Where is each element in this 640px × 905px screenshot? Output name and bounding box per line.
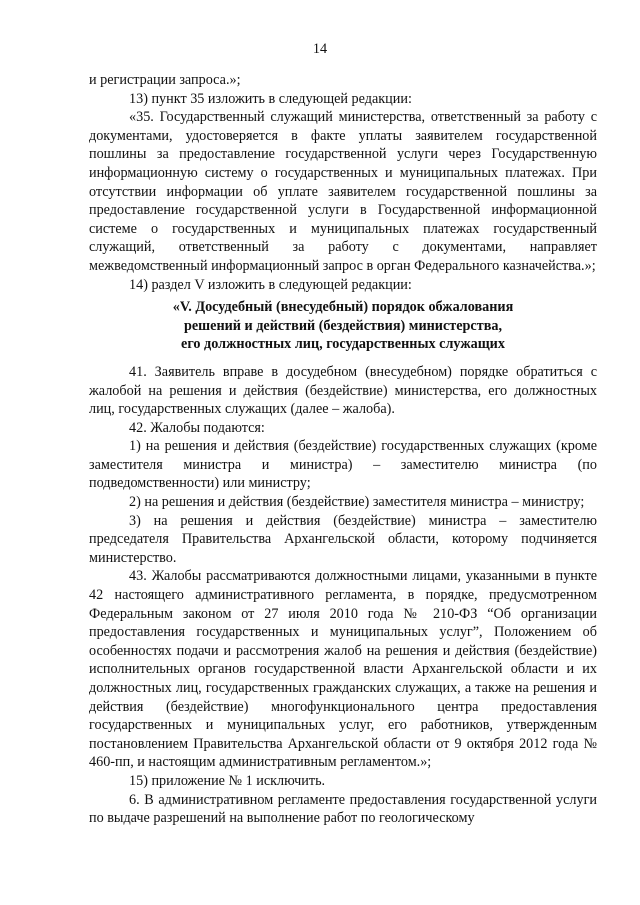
paragraph-subitem-1: 1) на решения и действия (бездействие) государственных служащих (кроме заместителя министра и министра) – заместителю министра (по подведомственности) или министру; [89,438,597,492]
paragraph-continuation: и регистрации запроса.»; [89,72,241,88]
heading-line-2: решений и действий (бездействия) министерства, [183,317,502,334]
paragraph-item-6: 6. В административном регламенте предоставления государственной услуги по выдаче разрешений на выполнение работ по геологическому [89,791,597,827]
heading-line-1: «V. Досудебный (внесудебный) порядок обжалования [172,299,514,316]
paragraph-item-13: 13) пункт 35 изложить в следующей редакции: [129,90,412,107]
paragraph-clause-41: 41. Заявитель вправе в досудебном (внесудебном) порядке обратиться с жалобой на решения и действия (бездействие) министерства, его должностных лиц, государственных служащих (далее – жалоба). [89,363,597,418]
paragraph-clause-35: «35. Государственный служащий министерства, ответственный за работу с документами, удостоверяется в факте уплаты заявителем государственной пошлины за предоставление государственной услуги через Государственную информационную систему о государственных и муниципальных платежах. При отсутствии информации об уплате заявителем государственной пошлины за предоставление государственной услуги в Государственной информационной системе о государственных и муниципальных платежах государственный служащий, ответственный за работу с документами, направляет межведомственный информационный запрос в орган Федерального казначейства.»; [89,109,597,274]
paragraph-item-15: 15) приложение № 1 исключить. [129,772,326,789]
section-heading-text [89,298,597,354]
document-body [89,71,597,828]
heading-line-3: его должностных лиц, государственных служащих [181,336,505,353]
page-number: 14 [312,41,328,57]
paragraph-item-14: 14) раздел V изложить в следующей редакции: [129,276,412,293]
paragraph-clause-42: 42. Жалобы подаются: [129,419,265,436]
paragraph-clause-43: 43. Жалобы рассматриваются должностными лицами, указанными в пункте 42 настоящего административного регламента, в порядке, предусмотренном Федеральным законом от 27 июля 2010 года № 210-ФЗ “Об организации предоставления государственных и муниципальных услуг”, Положением об особенностях подачи и рассмотрения жалоб на решения и действия (бездействие) исполнительных органов государственной власти Архангельской области и их должностных лиц, государственных гражданских служащих, а также на решения и действия (бездействие) многофункционального центра предоставления государственных и муниципальных услуг, его работников, утвержденным постановлением Правительства Архангельской области от 9 октября 2012 года № 460-пп, и настоящим административным регламентом.»; [89,568,597,771]
paragraph-subitem-3: 3) на решения и действия (бездействие) министра – заместителю председателя Правительства Архангельской области, которому подчиняется министерство. [89,512,597,566]
paragraph-subitem-2: 2) на решения и действия (бездействие) заместителя министра – министру; [129,494,585,511]
section-heading [89,298,597,354]
